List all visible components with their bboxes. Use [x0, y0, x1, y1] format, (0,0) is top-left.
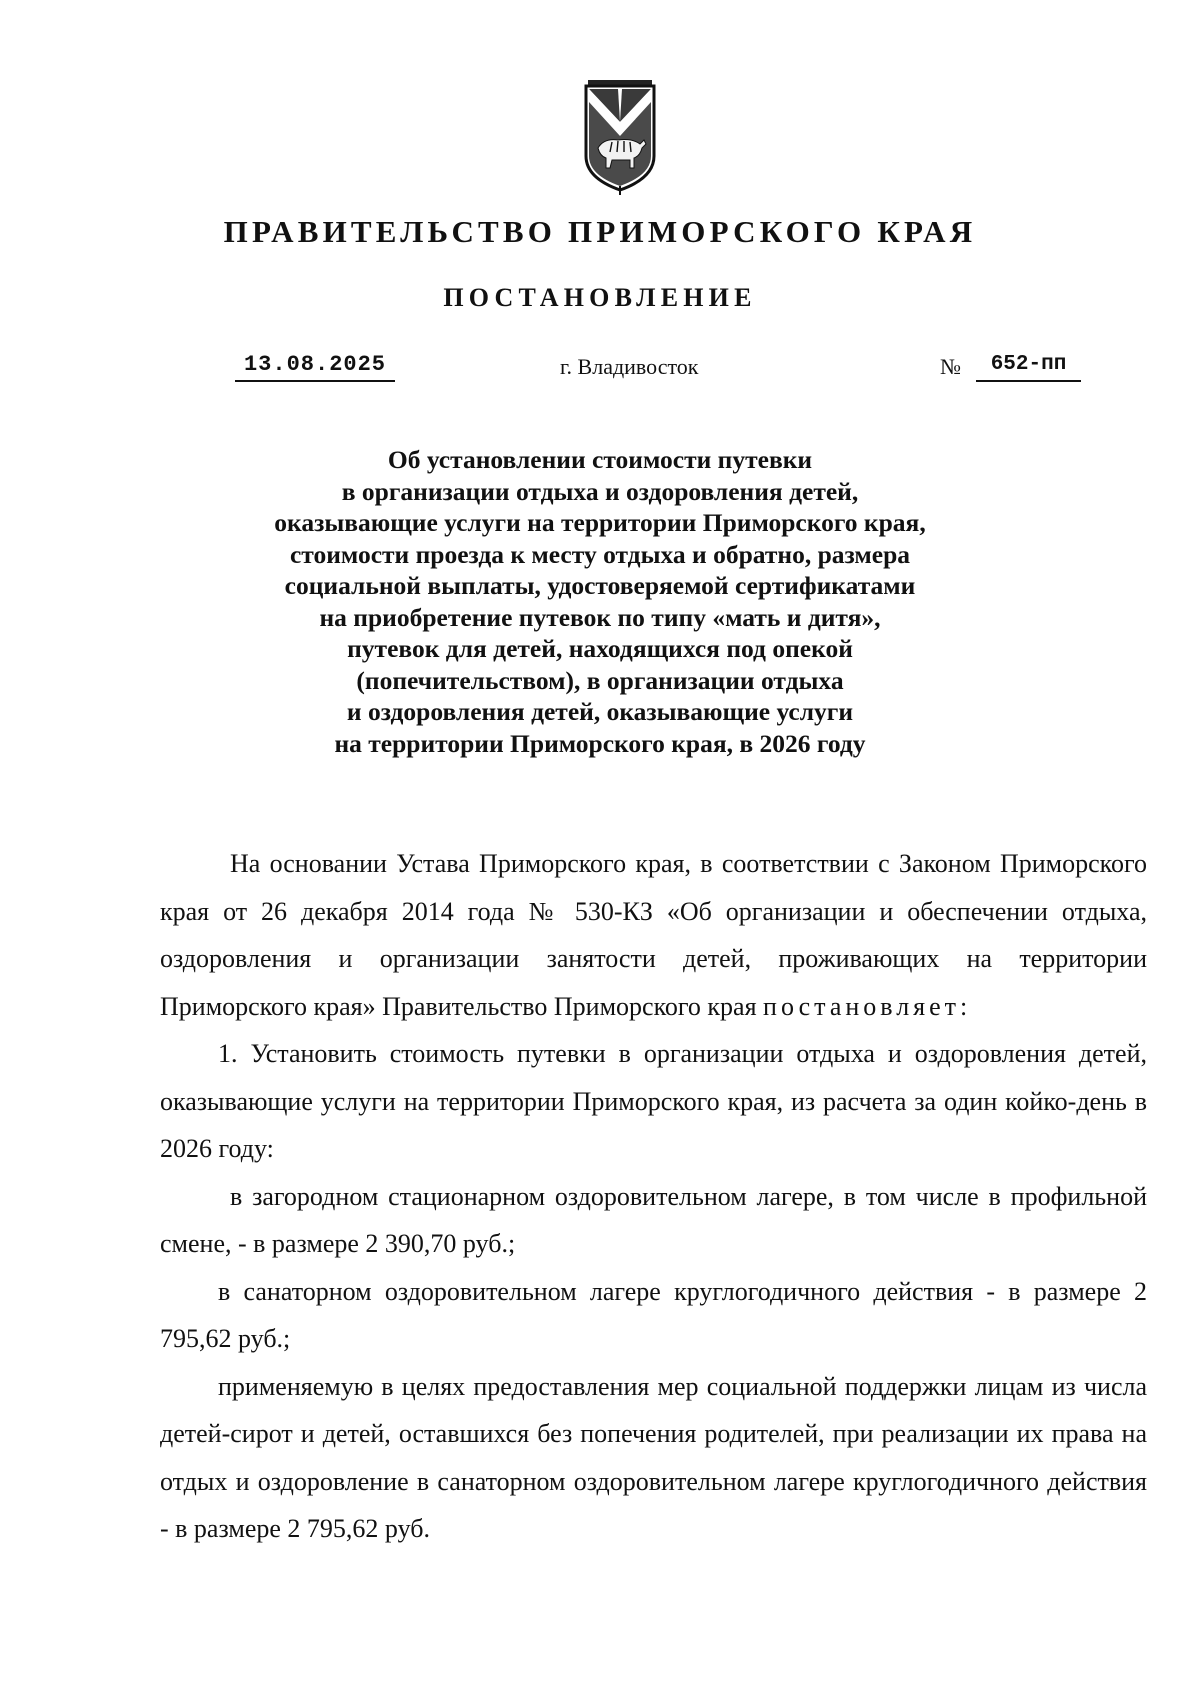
subject-line: Об установлении стоимости путевки — [387, 445, 813, 474]
document-type: ПОСТАНОВЛЕНИЕ — [443, 283, 757, 312]
number-value: 652-пп — [976, 350, 1081, 382]
document-date: 13.08.2025 — [235, 350, 395, 382]
document-subject — [150, 444, 1050, 759]
subject-line: (попечительством), в организации отдыха — [356, 665, 844, 695]
government-title: ПРАВИТЕЛЬСТВО ПРИМОРСКОГО КРАЯ — [223, 214, 977, 249]
preamble-paragraph — [160, 840, 1147, 1030]
preamble-text: На основании Устава Приморского края, в соответствии с Законом Приморского края от 26 декабря 2014 года № 530-КЗ «Об организации и обеспечении отдыха, оздоровления и организации занятости детей, проживающих на территории Приморского края» Правительство Приморского края — [160, 849, 1147, 1021]
subject-line: в организации отдыха и оздоровления детей, — [341, 476, 859, 506]
document-meta-row — [0, 350, 1200, 390]
subject-line: путевок для детей, находящихся под опекой — [347, 634, 853, 663]
number-sign: № — [940, 354, 961, 379]
document-body — [160, 840, 1147, 1553]
document-city: г. Владивосток — [560, 354, 699, 379]
subject-line: на приобретение путевок по типу «мать и дитя», — [319, 602, 881, 632]
coat-of-arms-emblem — [582, 78, 658, 196]
subject-line: оказывающие услуги на территории Приморского края, — [274, 508, 926, 537]
item-1b-paragraph: в санаторном оздоровительном лагере круглогодичного действия - в размере 2 795,62 руб.; — [160, 1276, 1147, 1353]
subject-line: стоимости проезда к месту отдыха и обратно, размера — [289, 539, 911, 569]
item-1c-paragraph: применяемую в целях предоставления мер социальной поддержки лицам из числа детей-сирот и детей, оставшихся без попечения родителей, при реализации их права на отдых и оздоровление в санаторном оздоровительном лагере круглогодичного действия - в размере 2 795,62 руб. — [160, 1371, 1147, 1543]
resolves-word: постановляет: — [763, 991, 972, 1021]
subject-line: социальной выплаты, удостоверяемой сертификатами — [284, 571, 916, 600]
subject-line: на территории Приморского края, в 2026 году — [334, 728, 866, 758]
item-1-paragraph: 1. Установить стоимость путевки в организации отдыха и оздоровления детей, оказывающие услуги на территории Приморского края, из расчета за один койко-день в 2026 году: — [160, 1039, 1147, 1163]
document-number — [940, 350, 1090, 382]
item-1a-paragraph: в загородном стационарном оздоровительном лагере, в том числе в профильной смене, - в размере 2 390,70 руб.; — [160, 1181, 1147, 1258]
subject-line: и оздоровления детей, оказывающие услуги — [346, 697, 854, 726]
